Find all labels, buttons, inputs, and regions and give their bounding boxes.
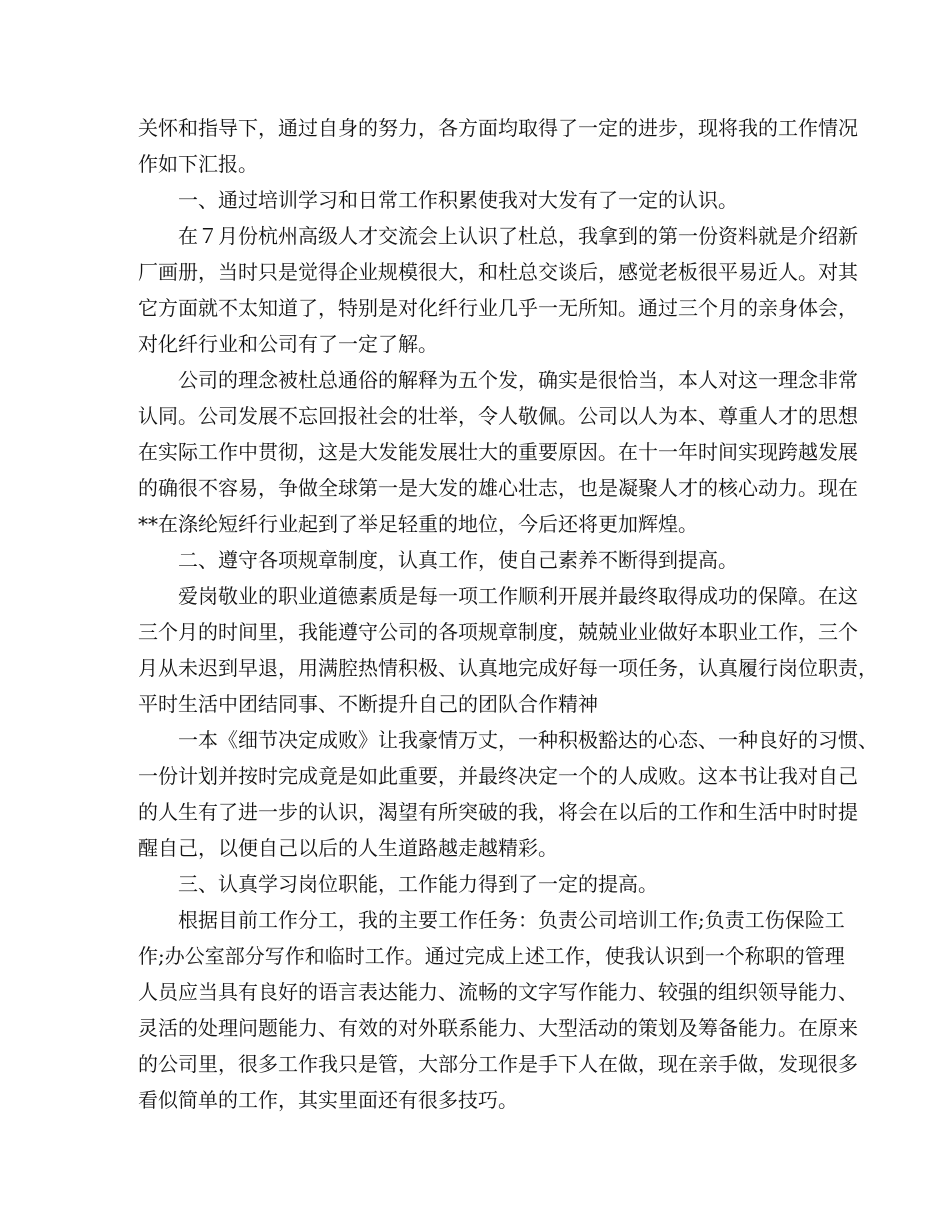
text-line: 爱岗敬业的职业道德素质是每一项工作顺利开展并最终取得成功的保障。在这 [178, 584, 858, 608]
text-line: 作;办公室部分写作和临时工作。通过完成上述工作，使我认识到一个称职的管理 [138, 944, 845, 968]
section-heading: 一、通过培训学习和日常工作积累使我对大发有了一定的认识。 [178, 188, 738, 212]
text-line: 人员应当具有良好的语言表达能力、流畅的文字写作能力、较强的组织领导能力、 [138, 980, 858, 1004]
text-line: 在实际工作中贯彻，这是大发能发展壮大的重要原因。在十一年时间实现跨越发展 [138, 440, 858, 464]
text-line: 对化纤行业和公司有了一定了解。 [138, 332, 438, 356]
text-line: 根据目前工作分工，我的主要工作任务：负责公司培训工作;负责工伤保险工 [178, 908, 845, 932]
text-line: 三个月的时间里，我能遵守公司的各项规章制度，兢兢业业做好本职业工作，三个 [138, 620, 858, 644]
text-line: 月从未迟到早退，用满腔热情积极、认真地完成好每一项任务，认真履行岗位职责， [138, 656, 878, 680]
text-line: 一本《细节决定成败》让我豪情万丈，一种积极豁达的心态、一种良好的习惯、 [178, 728, 878, 752]
text-line: 作如下汇报。 [138, 152, 258, 176]
text-line: 的人生有了进一步的认识，渴望有所突破的我，将会在以后的工作和生活中时时提 [138, 800, 858, 824]
text-line: 看似简单的工作，其实里面还有很多技巧。 [138, 1088, 518, 1112]
document-body [138, 110, 878, 1118]
text-line: **在涤纶短纤行业起到了举足轻重的地位，今后还将更加辉煌。 [138, 512, 698, 536]
section-heading: 三、认真学习岗位职能，工作能力得到了一定的提高。 [178, 872, 658, 896]
text-line: 醒自己，以便自己以后的人生道路越走越精彩。 [138, 836, 558, 860]
text-line: 它方面就不太知道了，特别是对化纤行业几乎一无所知。通过三个月的亲身体会， [138, 296, 858, 320]
text-line: 认同。公司发展不忘回报社会的壮举，令人敬佩。公司以人为本、尊重人才的思想 [138, 404, 858, 428]
text-line: 灵活的处理问题能力、有效的对外联系能力、大型活动的策划及筹备能力。在原来 [138, 1016, 858, 1040]
section-heading: 二、遵守各项规章制度，认真工作，使自己素养不断得到提高。 [178, 548, 738, 572]
text-line: 一份计划并按时完成竟是如此重要，并最终决定一个的人成败。这本书让我对自己 [138, 764, 858, 788]
text-line: 厂画册，当时只是觉得企业规模很大，和杜总交谈后，感觉老板很平易近人。对其 [138, 260, 858, 284]
text-line: 的公司里，很多工作我只是管，大部分工作是手下人在做，现在亲手做，发现很多 [138, 1052, 858, 1076]
text-line: 公司的理念被杜总通俗的解释为五个发，确实是很恰当，本人对这一理念非常 [178, 368, 858, 392]
text-line: 的确很不容易，争做全球第一是大发的雄心壮志，也是凝聚人才的核心动力。现在 [138, 476, 858, 500]
text-line: 平时生活中团结同事、不断提升自己的团队合作精神 [138, 692, 598, 716]
text-line: 在７月份杭州高级人才交流会上认识了杜总，我拿到的第一份资料就是介绍新 [178, 224, 858, 248]
text-line: 关怀和指导下，通过自身的努力，各方面均取得了一定的进步，现将我的工作情况 [138, 116, 858, 140]
